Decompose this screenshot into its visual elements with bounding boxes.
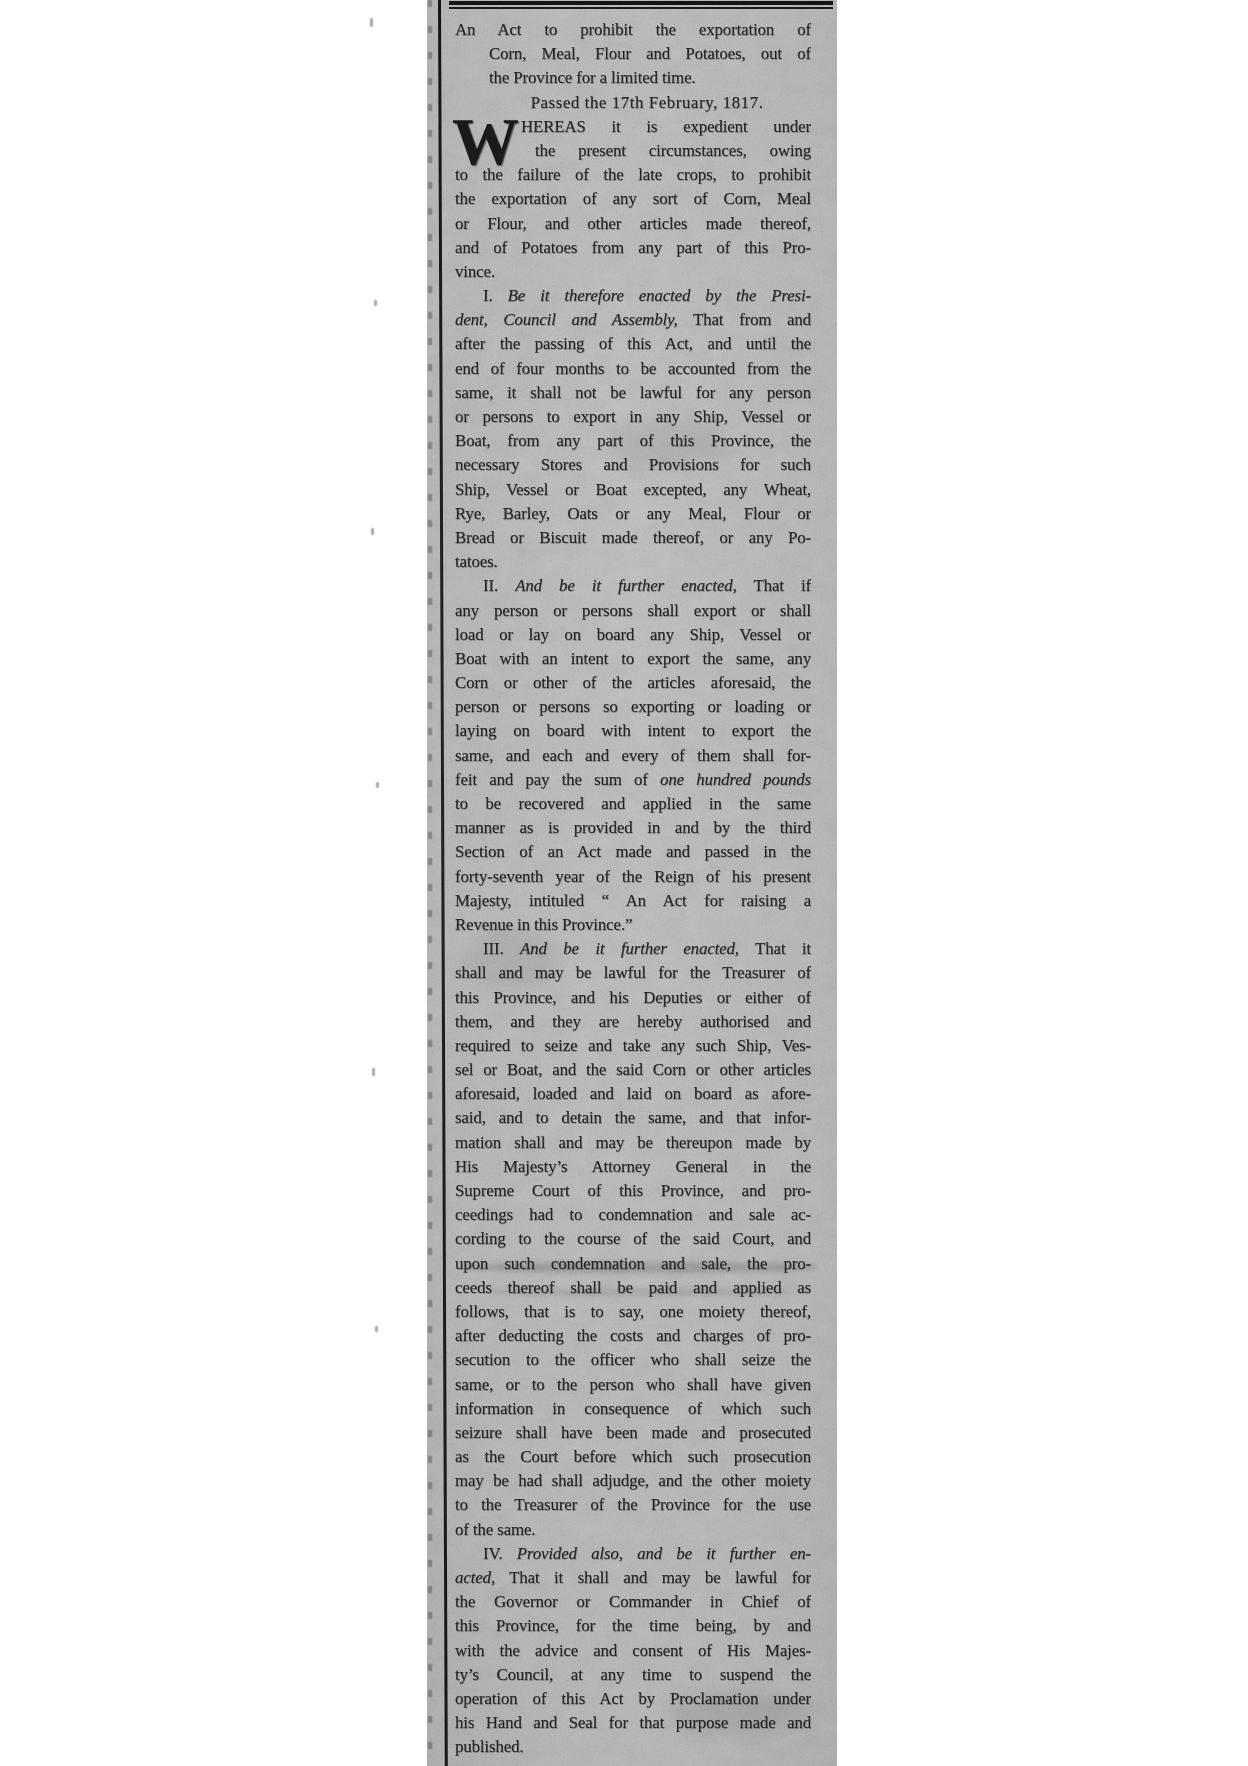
text-line <box>455 1445 811 1469</box>
text-run: them, and they are hereby authorised and <box>455 1011 811 1031</box>
text-run: same, or to the person who shall have given <box>455 1374 811 1394</box>
text-line <box>455 212 811 236</box>
text-line <box>455 671 811 695</box>
column-rule <box>438 0 448 1766</box>
text-line <box>455 1735 811 1759</box>
text-run: the Governor or Commander in Chief of <box>455 1592 811 1612</box>
text-run: required to seize and take any such Ship, Ves- <box>455 1035 811 1055</box>
text-run: manner as is provided in and by the third <box>455 818 811 838</box>
text-run: And be it further enacted, <box>515 576 737 596</box>
text-line <box>455 1711 811 1735</box>
text-run: with the advice and consent of His Majes- <box>455 1640 811 1660</box>
text-run: end of four months to be accounted from the <box>455 358 811 378</box>
text-line <box>455 478 811 502</box>
text-line <box>455 1155 811 1179</box>
text-line <box>455 1590 811 1614</box>
text-run: IV. <box>483 1543 517 1563</box>
text-run: one hundred pounds <box>660 769 811 789</box>
text-run: An Act to prohibit the exportation of <box>455 20 811 39</box>
paper-edge-dashes <box>428 0 432 1766</box>
margin-speck <box>372 1068 375 1076</box>
text-line <box>455 1469 811 1493</box>
text-run: shall and may be lawful for the Treasurer of <box>455 963 811 983</box>
text-run: Rye, Barley, Oats or any Meal, Flour or <box>455 503 811 523</box>
text-line <box>455 937 811 961</box>
text-line <box>455 236 811 260</box>
text-line <box>455 1227 811 1251</box>
text-run: same, it shall not be lawful for any person <box>455 382 811 402</box>
text-run: his Hand and Seal for that purpose made and <box>455 1713 811 1733</box>
text-run: and of Potatoes from any part of this Pro- <box>455 237 811 257</box>
text-run: information in consequence of which such <box>455 1398 811 1418</box>
text-line <box>455 695 811 719</box>
text-line <box>455 719 811 743</box>
drop-cap: W <box>452 105 519 179</box>
text-run: this Province, and his Deputies or either of <box>455 987 811 1007</box>
text-run: this Province, for the time being, by and <box>455 1616 811 1636</box>
text-run: That it shall and may be lawful for <box>494 1568 811 1587</box>
text-run: Bread or Biscuit made thereof, or any Po- <box>455 527 811 547</box>
text-line <box>455 1034 811 1058</box>
text-run: Corn or other of the articles aforesaid, the <box>455 673 811 693</box>
text-line <box>455 744 811 768</box>
text-run: Boat, from any part of this Province, the <box>455 431 811 451</box>
text-run: of the same. <box>455 1519 536 1539</box>
text-line <box>455 1639 811 1663</box>
text-line <box>455 1324 811 1348</box>
text-line <box>455 550 811 574</box>
text-run: after deducting the costs and charges of pro- <box>455 1326 811 1346</box>
text-run: or Flour, and other articles made thereof, <box>455 213 811 233</box>
text-run: cording to the course of the said Court, and <box>455 1229 811 1249</box>
text-line <box>455 1542 811 1566</box>
text-run: person or persons so exporting or loading or <box>455 697 811 717</box>
text-line <box>455 1614 811 1638</box>
text-run: Supreme Court of this Province, and pro- <box>455 1181 811 1200</box>
text-line <box>455 1252 811 1276</box>
text-run: feit and pay the sum of <box>455 769 661 789</box>
text-run: ceedings had to condemnation and sale ac- <box>455 1205 811 1225</box>
text-line <box>455 913 811 937</box>
text-line <box>455 1421 811 1445</box>
text-run: Passed the 17th February, 1817. <box>530 92 764 112</box>
text-line <box>455 187 811 211</box>
text-line <box>455 332 811 356</box>
text-run: the Province for a limited time. <box>489 68 696 88</box>
text-run: Section of an Act made and passed in the <box>455 842 811 862</box>
margin-speck <box>371 528 374 535</box>
margin-speck <box>374 300 377 306</box>
text-line <box>455 429 811 453</box>
text-run: forty-seventh year of the Reign of his present <box>455 866 811 886</box>
text-line <box>455 1106 811 1130</box>
text-line <box>455 986 811 1010</box>
text-line <box>455 18 811 42</box>
text-line <box>455 1010 811 1034</box>
text-line <box>455 792 811 816</box>
text-line <box>455 1300 811 1324</box>
text-run: sel or Boat, and the said Corn or other articles <box>455 1060 811 1080</box>
text-run: Be it therefore enacted by the Presi- <box>507 286 811 306</box>
text-line <box>455 623 811 647</box>
text-run: His Majesty’s Attorney General in the <box>455 1156 811 1176</box>
text-line <box>455 357 811 381</box>
text-run: any person or persons shall export or shall <box>455 600 811 620</box>
text-line <box>455 768 811 792</box>
text-line <box>455 816 811 840</box>
text-line <box>455 1348 811 1372</box>
text-run: laying on board with intent to export the <box>455 721 811 741</box>
text-run: upon such condemnation and sale, the pro- <box>455 1253 811 1273</box>
text-line <box>455 1687 811 1711</box>
text-line <box>455 260 811 284</box>
text-run: That from and <box>677 310 811 330</box>
text-run: as the Court before which such prosecution <box>455 1447 811 1467</box>
text-run: operation of this Act by Proclamation under <box>455 1688 811 1708</box>
text-line <box>455 502 811 526</box>
text-line <box>455 599 811 623</box>
text-run: Majesty, intituled “ An Act for raising a <box>455 890 811 910</box>
text-line <box>455 453 811 477</box>
text-line <box>455 1131 811 1155</box>
text-run: III. <box>483 939 521 959</box>
text-line <box>455 284 811 308</box>
margin-speck <box>370 18 373 27</box>
top-double-rule <box>449 1 833 9</box>
text-run: And be it further enacted, <box>520 939 739 959</box>
text-line <box>455 889 811 913</box>
text-run: to be recovered and applied in the same <box>455 794 811 813</box>
newspaper-scan <box>427 0 837 1766</box>
text-run: Revenue in this Province.” <box>455 914 633 934</box>
text-line <box>455 865 811 889</box>
text-line <box>455 574 811 598</box>
text-run: aforesaid, loaded and laid on board as afore- <box>455 1084 811 1104</box>
text-run: said, and to detain the same, and that infor- <box>455 1108 811 1128</box>
text-run: Ship, Vessel or Boat excepted, any Wheat, <box>455 479 811 499</box>
text-line <box>455 405 811 429</box>
text-line <box>455 961 811 985</box>
text-run: mation shall and may be thereupon made by <box>455 1132 811 1152</box>
text-run: Corn, Meal, Flour and Potatoes, out of <box>489 44 811 64</box>
text-run: or persons to export in any Ship, Vessel or <box>455 407 811 426</box>
text-line <box>455 381 811 405</box>
text-line <box>455 1397 811 1421</box>
text-line <box>455 66 811 90</box>
text-line <box>455 1518 811 1542</box>
text-run: to the failure of the late crops, to prohibit <box>455 165 811 185</box>
text-run: ty’s Council, at any time to suspend the <box>455 1664 811 1684</box>
text-line <box>455 647 811 671</box>
text-line <box>455 42 811 66</box>
text-run: dent, Council and Assembly, <box>455 310 678 330</box>
text-lines <box>455 18 811 1760</box>
margin-speck <box>376 782 379 788</box>
text-line <box>455 526 811 550</box>
text-run: That it <box>738 939 811 959</box>
text-run: load or lay on board any Ship, Vessel or <box>455 624 811 644</box>
text-run: necessary Stores and Provisions for such <box>455 455 811 475</box>
text-run: to the Treasurer of the Province for the use <box>455 1495 811 1515</box>
text-run: HEREAS it is expedient under <box>521 116 811 136</box>
text-line <box>455 1203 811 1227</box>
text-line <box>455 1566 811 1590</box>
text-line <box>455 1663 811 1687</box>
text-line <box>455 1179 811 1203</box>
text-run: II. <box>483 576 516 596</box>
text-run: published. <box>455 1737 524 1757</box>
text-run: the present circumstances, owing <box>535 140 811 160</box>
text-line <box>455 1373 811 1397</box>
text-column <box>452 18 811 1760</box>
text-line <box>455 1276 811 1300</box>
text-line <box>455 308 811 332</box>
text-run: may be had shall adjudge, and the other moiety <box>455 1471 811 1491</box>
text-run: ceeds thereof shall be paid and applied as <box>455 1277 811 1297</box>
margin-speck <box>375 1326 378 1332</box>
text-run: the exportation of any sort of Corn, Meal <box>455 189 811 209</box>
text-line <box>455 1493 811 1517</box>
text-run: acted, <box>455 1568 495 1587</box>
text-run: same, and each and every of them shall for- <box>455 745 811 765</box>
text-line <box>455 840 811 864</box>
text-line <box>455 1082 811 1106</box>
text-run: follows, that is to say, one moiety thereof, <box>455 1301 811 1321</box>
text-run: I. <box>483 286 508 306</box>
text-run: after the passing of this Act, and until the <box>455 334 811 354</box>
text-run: seizure shall have been made and prosecuted <box>455 1422 811 1442</box>
text-run: vince. <box>455 261 495 281</box>
text-run: That if <box>736 576 811 596</box>
text-run: secution to the officer who shall seize the <box>455 1350 811 1370</box>
text-run: Provided also, and be it further en- <box>516 1543 811 1563</box>
text-line <box>455 1058 811 1082</box>
text-run: Boat with an intent to export the same, any <box>455 648 811 668</box>
text-run: tatoes. <box>455 552 498 572</box>
